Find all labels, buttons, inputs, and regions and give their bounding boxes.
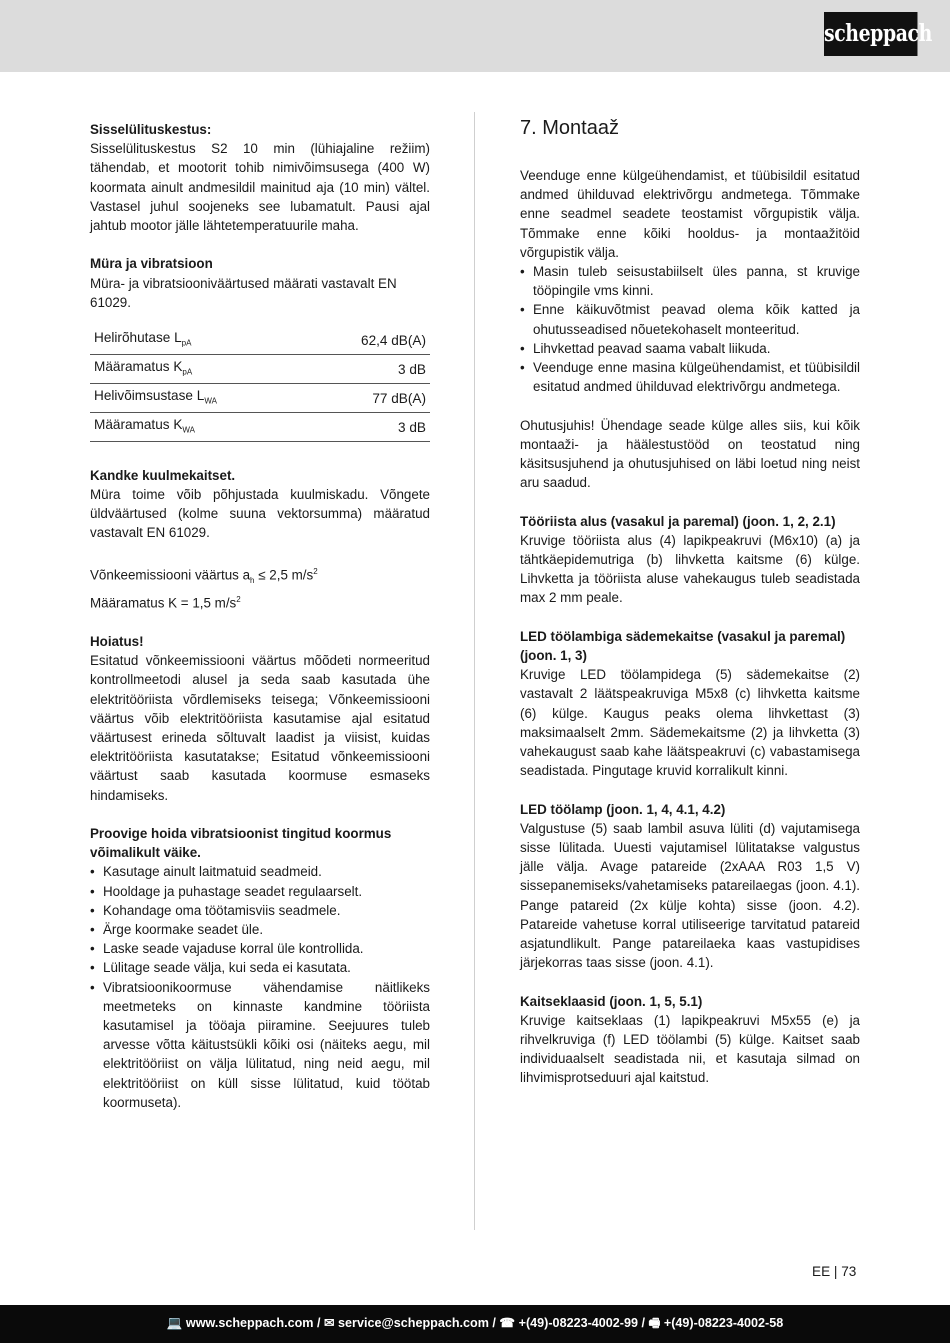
table-value: 77 dB(A): [308, 383, 430, 412]
list-item: • Veenduge enne masina külgeühendamist, et tüübisildil esitatud andmed ühilduvad elektrivõrgu andmetega.: [520, 360, 860, 395]
vibration-reduce-heading: Proovige hoida vibratsioonist tingitud koormus võimalikult väike.: [90, 825, 392, 861]
safety-note: Ohutusjuhis! Ühendage seade külge alles siis, kui kõik montaaži- ja häälestustööd on teostatud ning käsitsusjuhend ja ohutusjuhised on läbi loetud ning neist aru saadud.: [520, 417, 860, 491]
vibration-uncertainty-line: Määramatus K = 1,5 $m/s^2$: [90, 595, 241, 611]
warning-text: Esitatud võnkeemissiooni väärtus mõõdeti normeeritud kontrollmeetodi alusel ja seda saab kasutada ühe elektritööriista võrdlemiseks teisega; Võnkeemissiooni väärtus võib elektritööriista kasutamise ajal esitatud väärtusest erineda sõltuvalt laadist ja viisist, kuidas elektritööriista kasutatakse; Esitatud võnkeemissiooni väärtust saab kasutada koormuse esmaseks hindamiseks.: [90, 653, 430, 803]
noise-heading: Müra ja vibratsioon: [90, 256, 213, 272]
tool-rest-text: Kruvige tööriista alus (4) lapikpeakruvi (M6x10) (a) ja tähtkäepidemutriga (b) lihvketta kaitsme (6) külge. Lihvketta ja tööriista aluse vahekaugus tuleb seadistada max 2 mm peale.: [520, 532, 860, 606]
table-label: Määramatus $K_{pA}$: [90, 354, 308, 383]
table-value: 3 dB: [308, 412, 430, 441]
table-value: 3 dB: [308, 354, 430, 383]
section-title: 7. Montaaž: [520, 117, 619, 139]
list-item: • Masin tuleb seisustabiilselt üles panna, st kruvige tööpingile vms kinni.: [520, 264, 860, 299]
vibration-tips-list: [90, 862, 430, 1112]
table-label: Määramatus $K_{WA}$: [90, 412, 308, 441]
column-divider: [474, 112, 475, 1230]
vibration-value-line: Võnkeemissiooni väärtus $a_h \le 2,5$ $m/s^2$: [90, 566, 318, 585]
spark-guard-text: Kruvige LED töölampidega (5) sädemekaitse (2) vastavalt 2 läätspeakruviga M5x8 (c) lihvketta kaitsme (6) külge. Kaugus peaks olema lihvkettast (3) maksimaalselt 2mm. Sädemekaitsme (2) ja lihvketta (3) vahekaugust saab kahe läätspeakruvi (c) vabastamisega seadistada. Pingutage kruvid korralikult kinni.: [520, 667, 860, 779]
list-item: • Lülitage seade välja, kui seda ei kasutata.: [90, 960, 351, 976]
table-label: Helirõhutase $L_{pA}$: [90, 326, 308, 354]
page-number: EE | 73: [812, 1264, 857, 1279]
list-item: • Lihvkettad peavad saama vabalt liikuda.: [520, 340, 771, 356]
list-item: • Ärge koormake seadet üle.: [90, 921, 264, 937]
assembly-list: [520, 262, 860, 396]
table-row: [90, 354, 430, 383]
assembly-intro: Veenduge enne külgeühendamist, et tüübisildil esitatud andmed ühilduvad elektrivõrgu andmetega. Tõmmake enne seadmel seadete teostamist võrgupistik välja. Tõmmake enne kõiki hooldus- ja montaažitöid võrgupistik välja.: [520, 168, 860, 260]
right-column: [520, 114, 860, 1088]
table-row: [90, 326, 430, 354]
hearing-protection-text: Müra toime võib põhjustada kuulmiskadu. Võngete üldväärtused (kolme suuna vektorsumma) määratud vastavalt EN 61029.: [90, 486, 430, 541]
table-value: 62,4 dB(A): [308, 326, 430, 354]
table-row: [90, 412, 430, 441]
spark-guard-heading: LED töölambiga sädemekaitse (vasakul ja paremal) (joon. 1, 3): [520, 628, 846, 664]
table-row: [90, 383, 430, 412]
list-item: • Laske seade vajaduse korral üle kontrollida.: [90, 941, 364, 957]
noise-table: [90, 326, 430, 442]
led-lamp-heading: LED töölamp (joon. 1, 4, 4.1, 4.2): [520, 801, 726, 817]
hearing-protection-heading: Kandke kuulmekaitset.: [90, 467, 236, 483]
list-item: • Vibratsioonikoormuse vähendamise näitlikeks meetmeteks on kinnaste kandmine tööriista kasutamisel ja tööaja piiramine. Seejuures tuleb arvesse võtta käitustsükli kõiki osi (näiteks aegu, mil elektritööriist on välja lülitatud, ning neid aegu, mil elektritööriist on küll sisse lülitatud, kuid töötab koormuseta).: [90, 979, 430, 1110]
warning-heading: Hoiatus!: [90, 633, 144, 649]
contact-footer: 💻 www.scheppach.com / ✉ service@scheppach.com / ☎ +(49)-08223-4002-99 / 🖷 +(49)-08223-4002-58: [0, 1305, 950, 1343]
list-item: • Hooldage ja puhastage seadet regulaarselt.: [90, 883, 363, 899]
list-item: • Kohandage oma töötamisviis seadmele.: [90, 902, 341, 918]
eye-shield-text: Kruvige kaitseklaas (1) lapikpeakruvi M5x55 (e) ja rihvelkruviga (f) LED töölambi (5) külge. Kaitset saab individuaalselt seadistada nii, et kasutaja silmad on lihvimisprotseduuri ajal kaitstud.: [520, 1012, 860, 1086]
led-lamp-text: Valgustuse (5) saab lambil asuva lüliti (d) vajutamisega sisse lülitada. Uuesti vajutamisel lülitatakse valgustus jälle välja. Avage patareide (2xAAA R03 1,5 V) sissepanemiseks/vahetamiseks patareilaegas (joon. 4.1). Pange patareid (2x külje kohta) sisse (joon. 4.2). Patareide vahetuse korral utiliseerige tarvitatud patareid asjatundlikult. Pange patareilaeka kaas vastupidises järjekorras taas sisse (joon. 4.1).: [520, 820, 860, 971]
duty-cycle-heading: Sisselülituskestus:: [90, 122, 212, 137]
eye-shield-heading: Kaitseklaasid (joon. 1, 5, 5.1): [520, 993, 703, 1009]
list-item: • Kasutage ainult laitmatuid seadmeid.: [90, 864, 322, 880]
list-item: • Enne käikuvõtmist peavad olema kõik katted ja ohutusseadised nõuetekohaselt monteeritud.: [520, 302, 860, 337]
left-column: [90, 120, 430, 1112]
table-label: Helivõimsustase $L_{WA}$: [90, 383, 308, 412]
noise-text: Müra- ja vibratsiooniväärtused määrati vastavalt EN 61029.: [90, 275, 397, 310]
tool-rest-heading: Tööriista alus (vasakul ja paremal) (joon. 1, 2, 2.1): [520, 513, 836, 529]
duty-cycle-text: Sisselülituskestus S2 10 min (lühiajaline režiim) tähendab, et mootorit tohib nimivõimsusega (400 W) koormata ainult andmesildil mainitud aja (10 min) vältel. Vastasel juhul soojeneks see lubamatult. Pausi ajal jahtub mootor jälle lähtetemperatuurile maha.: [90, 141, 430, 234]
brand-logo: scheppach: [824, 12, 917, 56]
page-header: [0, 0, 950, 72]
